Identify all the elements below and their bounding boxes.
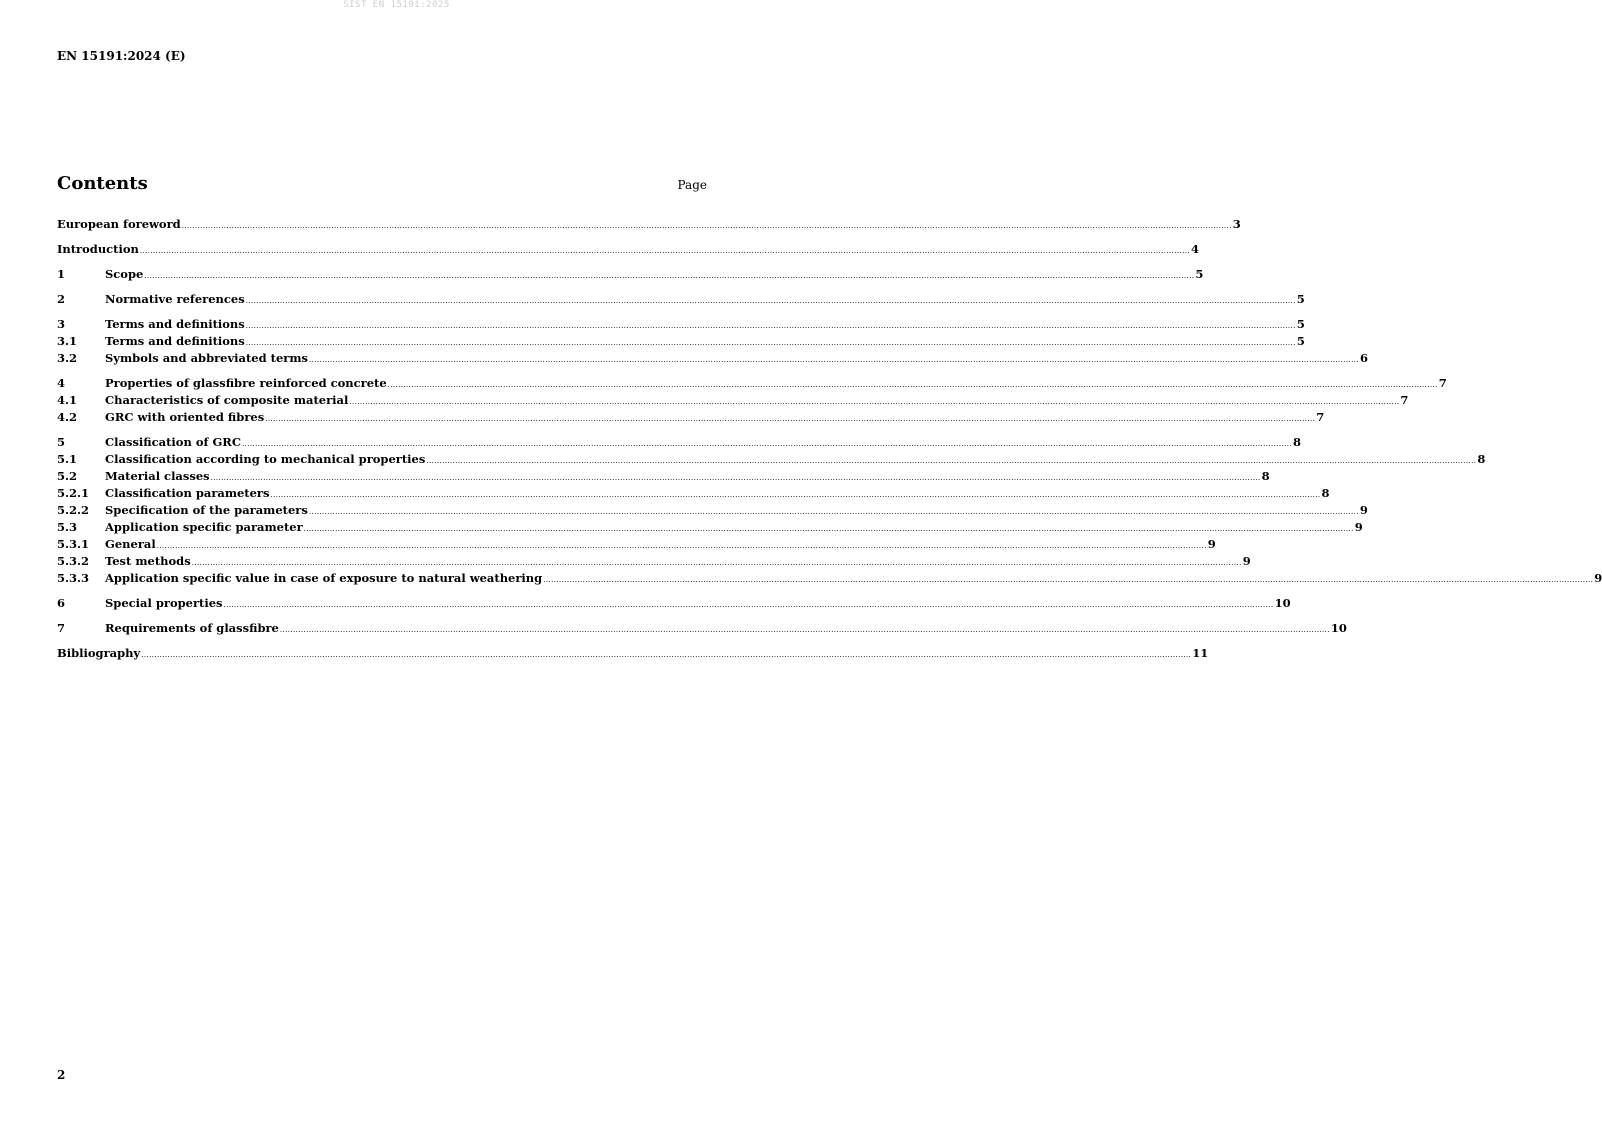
toc-leader-dots: ................................................................................................................................................................................................................................................................................................................................................................................................................ <box>210 474 1261 482</box>
toc-entry[interactable] <box>57 645 1209 662</box>
toc-entry-page: 7 <box>1316 410 1325 424</box>
toc-entry[interactable] <box>57 316 1305 333</box>
toc-entry-number: 3 <box>57 317 66 331</box>
toc-entry[interactable] <box>57 291 1305 308</box>
toc-entry-page: 6 <box>1360 351 1369 365</box>
toc-entry[interactable] <box>57 375 1447 392</box>
toc-entry-title[interactable]: Properties of glassfibre reinforced concrete <box>105 376 387 390</box>
toc-entry-number: 6 <box>57 596 66 610</box>
toc-entry[interactable] <box>57 536 1216 553</box>
toc-leader-dots: ................................................................................................................................................................................................................................................................................................................................................................................................................ <box>245 322 1296 330</box>
toc-entry-title[interactable]: Terms and definitions <box>105 334 245 348</box>
toc-entry[interactable] <box>57 350 1369 367</box>
toc-leader-dots: ................................................................................................................................................................................................................................................................................................................................................................................................................ <box>265 415 1316 423</box>
toc-entry-number: 4.1 <box>57 393 78 407</box>
toc-entry-number: 1 <box>57 267 66 281</box>
toc-entry-title[interactable]: Characteristics of composite material <box>105 393 349 407</box>
toc-entry-page: 10 <box>1330 621 1347 635</box>
toc-entry-number: 2 <box>57 292 66 306</box>
toc-leader-dots: ................................................................................................................................................................................................................................................................................................................................................................................................................ <box>387 381 1438 389</box>
toc-leader-dots: ................................................................................................................................................................................................................................................................................................................................................................................................................ <box>156 542 1207 550</box>
toc-entry[interactable] <box>57 502 1368 519</box>
toc-entry-title[interactable]: Material classes <box>105 469 210 483</box>
toc-entry[interactable] <box>57 519 1363 536</box>
toc-entry[interactable] <box>57 241 1199 258</box>
toc-entry-number: 3.2 <box>57 351 78 365</box>
toc-entry[interactable] <box>57 485 1330 502</box>
toc-leader-dots: ................................................................................................................................................................................................................................................................................................................................................................................................................ <box>144 272 1195 280</box>
toc-entry-title[interactable]: GRC with oriented fibres <box>105 410 265 424</box>
toc-entry-title[interactable]: Symbols and abbreviated terms <box>105 351 308 365</box>
toc-leader-dots: ................................................................................................................................................................................................................................................................................................................................................................................................................ <box>245 339 1296 347</box>
toc-entry-number: 4 <box>57 376 66 390</box>
toc-entry[interactable] <box>57 553 1251 570</box>
toc-leader-dots: ................................................................................................................................................................................................................................................................................................................................................................................................................ <box>309 356 1360 364</box>
toc-entry-number: 5.2.2 <box>57 503 90 517</box>
toc-entry-title[interactable]: Test methods <box>105 554 191 568</box>
document-id: EN 15191:2024 (E) <box>57 49 186 63</box>
toc-entry-number: 5.2 <box>57 469 78 483</box>
toc-entry[interactable] <box>57 333 1305 350</box>
toc-entry-number: 5.2.1 <box>57 486 90 500</box>
toc-leader-dots: ................................................................................................................................................................................................................................................................................................................................................................................................................ <box>245 297 1296 305</box>
toc-leader-dots: ................................................................................................................................................................................................................................................................................................................................................................................................................ <box>241 440 1293 448</box>
toc-entry[interactable] <box>57 468 1270 485</box>
toc-entry-title[interactable]: European foreword <box>57 217 181 231</box>
toc-entry-title[interactable]: Introduction <box>57 242 139 256</box>
toc-entry-number: 5.3.2 <box>57 554 90 568</box>
toc-entry-title[interactable]: Bibliography <box>57 646 141 660</box>
toc-entry-page: 9 <box>1359 503 1368 517</box>
toc-entry-number: 3.1 <box>57 334 78 348</box>
toc-entry[interactable] <box>57 451 1486 468</box>
toc-entry[interactable] <box>57 570 1602 587</box>
toc-entry-page: 9 <box>1594 571 1602 585</box>
toc-entry-title[interactable]: Normative references <box>105 292 245 306</box>
toc-entry-page: 4 <box>1190 242 1199 256</box>
toc-entry-number: 5.3.1 <box>57 537 90 551</box>
toc-leader-dots: ................................................................................................................................................................................................................................................................................................................................................................................................................ <box>308 508 1359 516</box>
toc-entry-title[interactable]: Application specific parameter <box>105 520 303 534</box>
toc-entry[interactable] <box>57 434 1302 451</box>
toc-entry-page: 5 <box>1296 317 1305 331</box>
toc-entry-number: 5 <box>57 435 66 449</box>
toc-leader-dots: ................................................................................................................................................................................................................................................................................................................................................................................................................ <box>349 398 1400 406</box>
toc-entry-page: 9 <box>1354 520 1363 534</box>
toc-leader-dots: ................................................................................................................................................................................................................................................................................................................................................................................................................ <box>279 626 1330 634</box>
page-column-label: Page <box>677 178 707 192</box>
toc-entry[interactable] <box>57 595 1291 612</box>
toc-leader-dots: ................................................................................................................................................................................................................................................................................................................................................................................................................ <box>426 457 1477 465</box>
toc-leader-dots: ................................................................................................................................................................................................................................................................................................................................................................................................................ <box>543 576 1594 584</box>
table-of-contents <box>57 216 1602 662</box>
toc-entry[interactable] <box>57 266 1204 283</box>
toc-entry[interactable] <box>57 392 1409 409</box>
toc-entry-page: 5 <box>1296 334 1305 348</box>
toc-entry[interactable] <box>57 409 1325 426</box>
toc-entry-page: 5 <box>1296 292 1305 306</box>
toc-entry-number: 7 <box>57 621 66 635</box>
toc-entry-number: 5.1 <box>57 452 78 466</box>
toc-entry-page: 11 <box>1192 646 1209 660</box>
toc-entry-page: 7 <box>1438 376 1447 390</box>
contents-header <box>57 173 707 197</box>
contents-title: Contents <box>57 173 148 194</box>
toc-leader-dots: ................................................................................................................................................................................................................................................................................................................................................................................................................ <box>223 601 1274 609</box>
toc-entry-title[interactable]: Application specific value in case of exposure to natural weathering <box>105 571 543 585</box>
toc-entry-page: 3 <box>1232 217 1241 231</box>
toc-leader-dots: ................................................................................................................................................................................................................................................................................................................................................................................................................ <box>270 491 1321 499</box>
toc-leader-dots: ................................................................................................................................................................................................................................................................................................................................................................................................................ <box>141 651 1192 659</box>
toc-entry-page: 8 <box>1477 452 1486 466</box>
toc-entry[interactable] <box>57 216 1241 233</box>
toc-entry-page: 7 <box>1400 393 1409 407</box>
toc-entry-number: 5.3 <box>57 520 78 534</box>
toc-leader-dots: ................................................................................................................................................................................................................................................................................................................................................................................................................ <box>139 247 1190 255</box>
toc-entry-title[interactable]: Scope <box>105 267 144 281</box>
page-number: 2 <box>57 1068 66 1082</box>
watermark: SIST EN 15191:2025 <box>343 0 450 10</box>
toc-entry[interactable] <box>57 620 1347 637</box>
toc-entry-title[interactable]: Specification of the parameters <box>105 503 308 517</box>
toc-entry-title[interactable]: Classification of GRC <box>105 435 241 449</box>
toc-entry-title[interactable]: Classification parameters <box>105 486 270 500</box>
toc-leader-dots: ................................................................................................................................................................................................................................................................................................................................................................................................................ <box>191 559 1242 567</box>
toc-entry-page: 8 <box>1321 486 1330 500</box>
toc-entry-page: 8 <box>1261 469 1270 483</box>
toc-entry-title[interactable]: Special properties <box>105 596 223 610</box>
toc-entry-title[interactable]: General <box>105 537 156 551</box>
toc-entry-title[interactable]: Requirements of glassfibre <box>105 621 279 635</box>
toc-entry-page: 10 <box>1274 596 1291 610</box>
toc-entry-page: 8 <box>1293 435 1302 449</box>
toc-entry-number: 4.2 <box>57 410 78 424</box>
toc-entry-title[interactable]: Classification according to mechanical properties <box>105 452 426 466</box>
toc-entry-page: 5 <box>1195 267 1204 281</box>
toc-entry-page: 9 <box>1207 537 1216 551</box>
toc-entry-number: 5.3.3 <box>57 571 90 585</box>
toc-leader-dots: ................................................................................................................................................................................................................................................................................................................................................................................................................ <box>181 222 1232 230</box>
toc-entry-title[interactable]: Terms and definitions <box>105 317 245 331</box>
toc-leader-dots: ................................................................................................................................................................................................................................................................................................................................................................................................................ <box>303 525 1354 533</box>
toc-entry-page: 9 <box>1242 554 1251 568</box>
